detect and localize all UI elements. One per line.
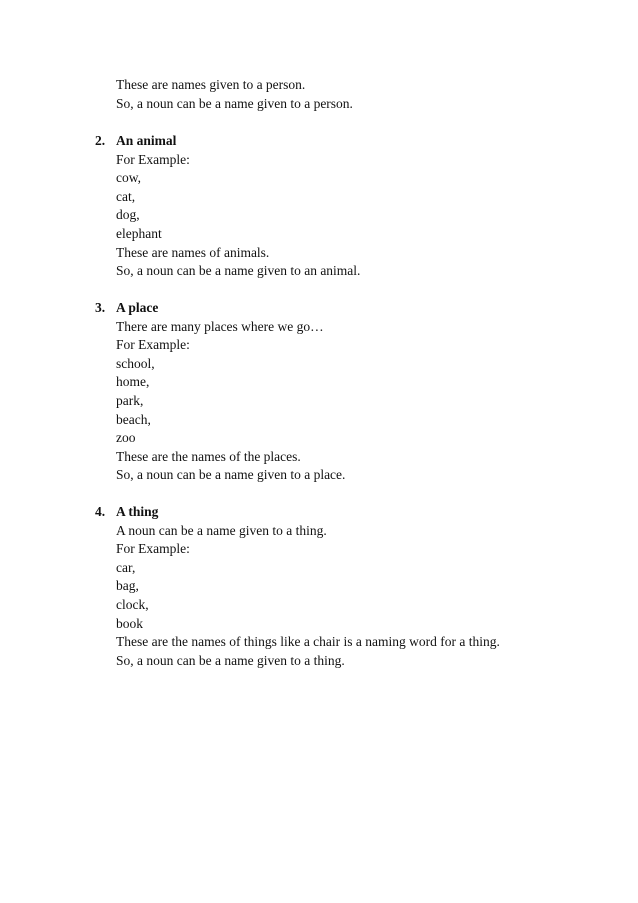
text-line: These are names of animals. xyxy=(116,244,270,260)
list-item: bag, xyxy=(116,578,139,594)
text-line: So, a noun can be a name given to an animal. xyxy=(116,263,361,279)
list-item: home, xyxy=(116,374,150,390)
section-body xyxy=(95,522,595,671)
list-item: park, xyxy=(116,392,144,408)
list-item: zoo xyxy=(116,430,136,446)
section-place xyxy=(95,299,595,485)
text-line: For Example: xyxy=(116,337,190,353)
text-line: So, a noun can be a name given to a thing. xyxy=(116,652,345,668)
text-line: So, a noun can be a name given to a place. xyxy=(116,467,346,483)
section-number: 4. xyxy=(95,504,106,519)
section-heading xyxy=(95,132,595,151)
section-thing xyxy=(95,503,595,670)
text-line: These are names given to a person. xyxy=(116,77,306,92)
list-item: cow, xyxy=(116,170,141,186)
section-title: A place xyxy=(116,300,159,315)
list-item: school, xyxy=(116,355,155,371)
list-item: cat, xyxy=(116,188,136,204)
text-line: There are many places where we go… xyxy=(116,318,324,334)
section-body xyxy=(95,151,595,281)
section-body xyxy=(95,318,595,485)
text-line: A noun can be a name given to a thing. xyxy=(116,522,327,538)
section-number: 2. xyxy=(95,133,106,148)
text-line: So, a noun can be a name given to a person. xyxy=(116,95,353,111)
text-line: These are the names of things like a chair is a naming word for a thing. xyxy=(116,634,500,650)
text-line: These are the names of the places. xyxy=(116,448,301,464)
list-item: book xyxy=(116,615,143,631)
section-number: 3. xyxy=(95,300,106,315)
list-item: beach, xyxy=(116,411,151,427)
intro-paragraph xyxy=(116,76,596,113)
list-item: clock, xyxy=(116,596,149,612)
section-heading xyxy=(95,299,595,318)
section-title: An animal xyxy=(116,133,177,148)
list-item: elephant xyxy=(116,225,162,241)
section-animal xyxy=(95,132,595,281)
list-item: dog, xyxy=(116,207,140,223)
text-line: For Example: xyxy=(116,151,190,167)
text-line: For Example: xyxy=(116,541,190,557)
section-heading xyxy=(95,503,595,522)
list-item: car, xyxy=(116,559,136,575)
section-title: A thing xyxy=(116,504,159,519)
